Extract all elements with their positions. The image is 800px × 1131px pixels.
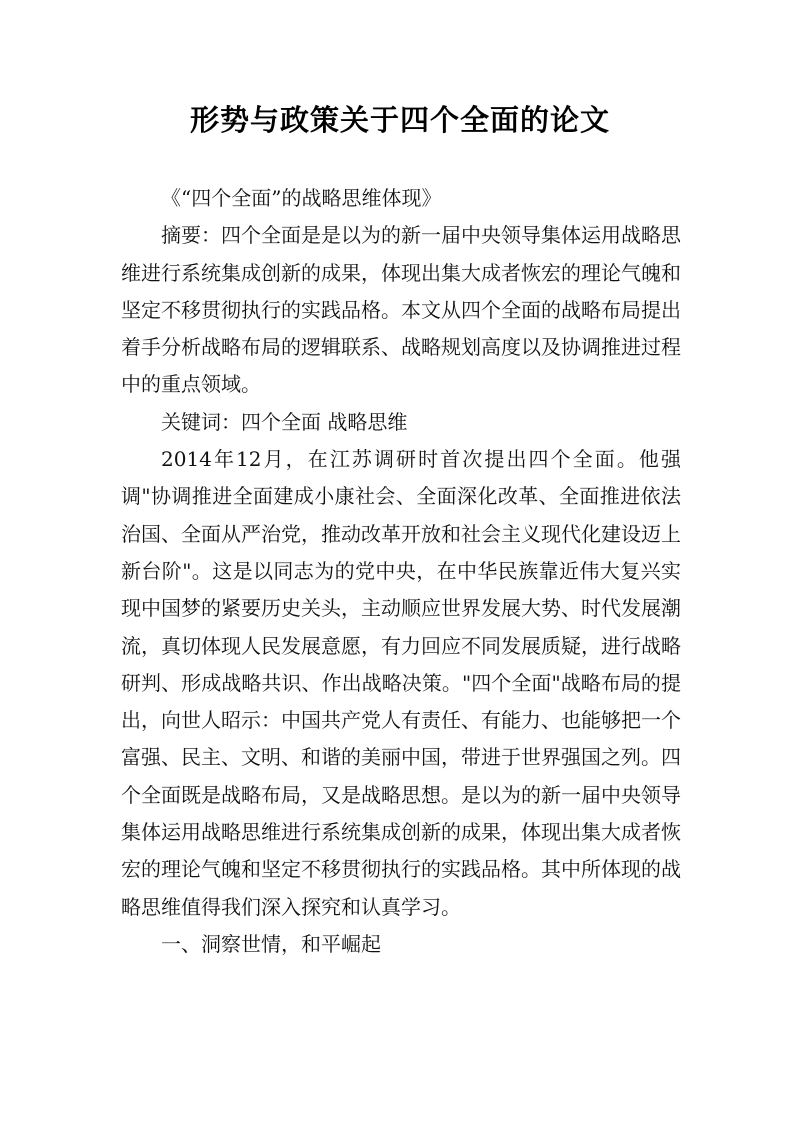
document-body <box>121 180 681 963</box>
section-heading: 一、洞察世情，和平崛起 <box>161 931 381 956</box>
abstract-paragraph: 摘要：四个全面是是以为的新一届中央领导集体运用战略思维进行系统集成创新的成果，体现出集大成者恢宏的理论气魄和坚定不移贯彻执行的实践品格。本文从四个全面的战略布局提出着手分析战略布局的逻辑联系、战略规划高度以及协调推进过程中的重点领域。 <box>121 223 681 397</box>
article-heading: 《“四个全面”的战略思维体现》 <box>161 186 442 210</box>
body-paragraph: 2014年12月，在江苏调研时首次提出四个全面。他强调"协调推进全面建成小康社会、全面深化改革、全面推进依法治国、全面从严治党，推动改革开放和社会主义现代化建设迈上新台阶"。这是以同志为的党中央，在中华民族靠近伟大复兴实现中国梦的紧要历史关头，主动顺应世界发展大势、时代发展潮流，真切体现人民发展意愿，有力回应不同发展质疑，进行战略研判、形成战略共识、作出战略决策。"四个全面"战略布局的提出，向世人昭示：中国共产党人有责任、有能力、也能够把一个富强、民主、文明、和谐的美丽中国，带进于世界强国之列。四个全面既是战略布局，又是战略思想。是以为的新一届中央领导集体运用战略思维进行系统集成创新的成果，体现出集大成者恢宏的理论气魄和坚定不移贯彻执行的实践品格。其中所体现的战略思维值得我们深入探究和认真学习。 <box>121 447 681 919</box>
document-title: 形势与政策关于四个全面的论文 <box>189 103 610 137</box>
keywords-paragraph: 关键词：四个全面 战略思维 <box>161 409 408 434</box>
